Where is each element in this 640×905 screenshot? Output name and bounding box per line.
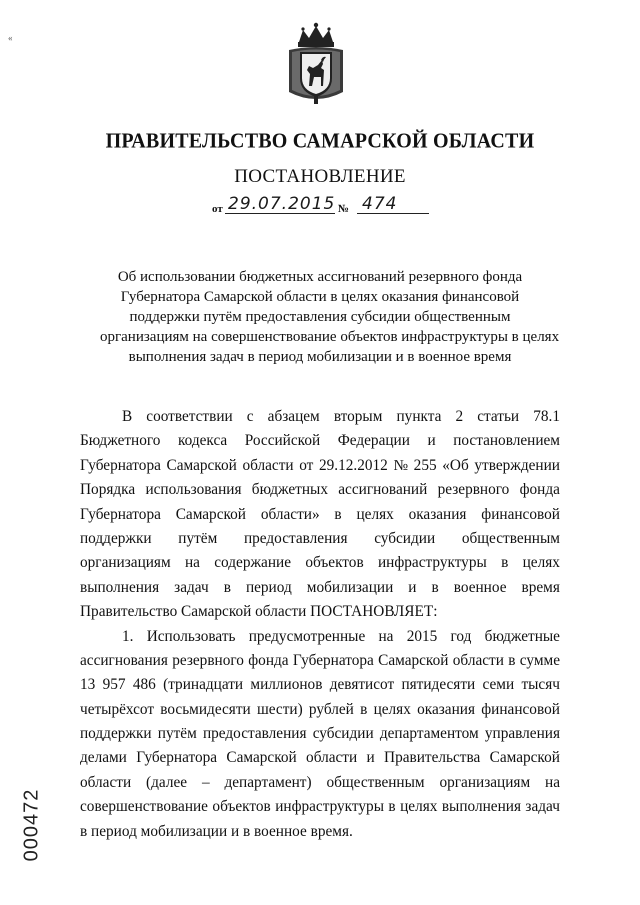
body-line: Губернатора Самарской области от 29.12.2012 № 255 «Об утверждении [80,456,560,474]
body-line: делами Губернатора Самарской области и Правительства Самарской [80,749,560,767]
document-subject [100,267,560,367]
body-line: Порядка использования бюджетных ассигнований резервного фонда [80,481,560,499]
body-line: области (далее – департамент) общественным организациям на [80,773,560,791]
stamp-number: 000472 [20,788,43,862]
government-title: ПРАВИТЕЛЬСТВО САМАРСКОЙ ОБЛАСТИ [105,129,535,153]
body-line: ассигнования резервного фонда Губернатора Самарской области в сумме [80,651,560,669]
subject-line: поддержки путём предоставления субсидии общественным [129,309,511,325]
body-line: Правительство Самарской области ПОСТАНОВЛЯЕТ: [80,603,438,621]
date-number-line [212,195,432,217]
body-line: В соответствии с абзацем вторым пункта 2 статьи 78.1 [122,408,560,425]
body-line: 13 957 486 (тринадцати миллионов девятисот пятидесяти семи тысяч [80,676,560,694]
body-line: четырёхсот восьмидесяти шести) рублей в целях оказания финансовой [80,700,560,718]
subject-line: Губернатора Самарской области в целях оказания финансовой [120,289,520,305]
margin-mark: « [8,33,13,43]
number-underline [357,213,429,214]
handwritten-date: 29.07.2015 [228,194,336,214]
subject-line: выполнения задач в период мобилизации и в военное время [128,349,512,365]
document-body [80,405,560,844]
subject-line: организациям на совершенствование объектов инфраструктуры в целях [100,329,560,345]
body-line: поддержки путём предоставления субсидии общественным [80,529,560,547]
body-line: совершенствование объектов инфраструктуры в целях выполнения задач [80,798,560,816]
samara-coat-of-arms-icon [285,22,347,106]
body-line: организациям на содержание объектов инфраструктуры в целях [80,554,560,572]
body-line: Бюджетного кодекса Российской Федерации и постановлением [80,432,560,450]
document-type: ПОСТАНОВЛЕНИЕ [234,166,406,187]
date-prefix: от [212,203,223,215]
body-line: поддержки путём предоставления субсидии департаментом управления [80,725,560,743]
body-line: в период мобилизации и в военное время. [80,822,353,840]
body-line: Губернатора Самарской области» в целях оказания финансовой [80,505,560,523]
body-line: 1. Использовать предусмотренные на 2015 год бюджетные [122,627,560,645]
registration-stamp [18,780,46,870]
date-underline [225,213,335,214]
subject-line: Об использовании бюджетных ассигнований резервного фонда [117,269,523,285]
number-prefix: № [338,203,350,215]
handwritten-number: 474 [362,194,398,214]
body-line: выполнения задач в период мобилизации и в военное время [80,578,560,596]
